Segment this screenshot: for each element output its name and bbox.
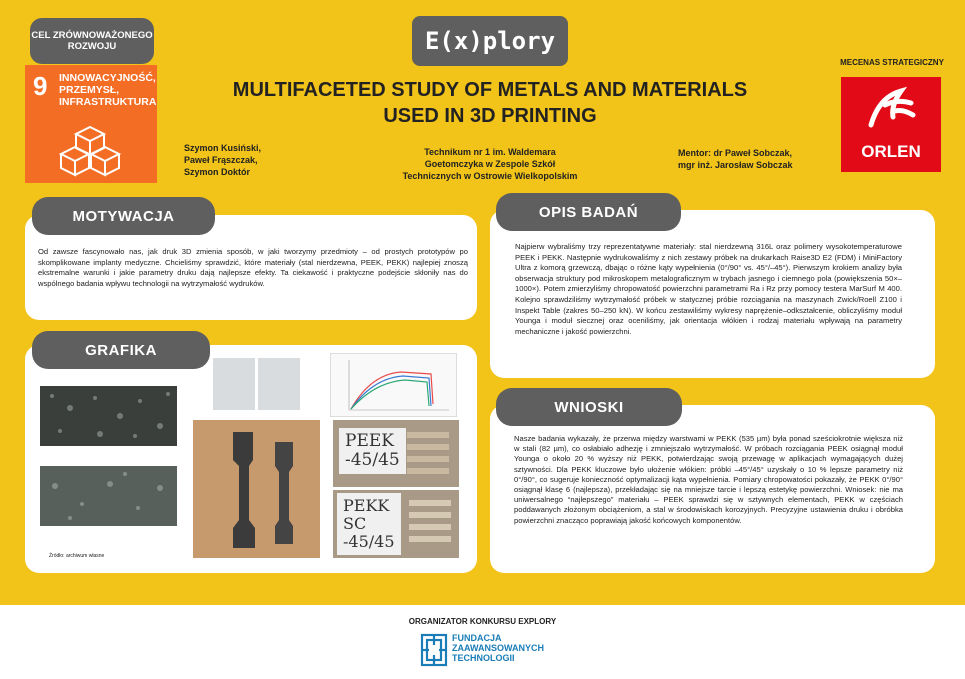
fzt-logo bbox=[420, 633, 580, 669]
stress-strain-graph bbox=[330, 353, 457, 417]
sdg-text: INNOWACYJNOŚĆ, PRZEMYSŁ, INFRASTRUKTURA bbox=[59, 72, 157, 108]
fzt-line-3: TECHNOLOGII bbox=[452, 653, 515, 663]
opis-heading: OPIS BADAŃ bbox=[496, 193, 681, 231]
author-2: Paweł Frąszczak, bbox=[184, 155, 258, 165]
peek-tag-line-2: -45/45 bbox=[345, 450, 400, 470]
stress-strain-curves bbox=[331, 354, 456, 416]
source-note: Źródło: archiwum własne bbox=[49, 553, 105, 559]
fzt-line-1: FUNDACJA bbox=[452, 633, 502, 643]
printed-samples-photo bbox=[193, 420, 320, 558]
orlen-eagle-icon bbox=[841, 77, 941, 137]
grafika-heading: GRAFIKA bbox=[32, 331, 210, 369]
author-1: Szymon Kusiński, bbox=[184, 143, 262, 153]
pekk-tag bbox=[337, 493, 401, 555]
sdg-label bbox=[30, 18, 154, 64]
author-3: Szymon Doktór bbox=[184, 167, 251, 177]
report-image-1 bbox=[213, 358, 255, 410]
peek-tag-line-1: PEEK bbox=[345, 431, 394, 451]
tensile-specimens bbox=[193, 420, 320, 558]
pekk-tag-line-3: -45/45 bbox=[343, 532, 395, 551]
organizer-label: ORGANIZATOR KONKURSU EXPLORY bbox=[408, 617, 557, 626]
orlen-name: ORLEN bbox=[861, 142, 921, 161]
report-image-2 bbox=[258, 358, 300, 410]
sponsor-label: MECENAS STRATEGICZNY bbox=[840, 58, 944, 67]
microscope-image-2 bbox=[40, 466, 177, 526]
opis-text: Najpierw wybraliśmy trzy reprezentatywne materiały: stal nierdzewną 316L oraz polimery wysokotemperaturowe PEEK i PEKK. Następnie wydrukowaliśmy z nich zestawy próbek na drukarkach Raise3D E2 (FDM) i MiniFactory Ultra z komorą grzewczą, dbając o różne kąty wypełnienia (0°/90° vs. 45°/–45°). Pierwszym krokiem analizy była obserwacja struktury pod mikroskopem metalograficznym w trybach jasnego i ciemnego pola (powiększenia 50×–1000×). Potem zmierzyliśmy chropowatość powierzchni parametrami Ra i Rz przy pomocy testera MarSurf M 400. Kolejno sprawdziliśmy wytrzymałość próbek w statycznej próbie rozciągania na maszynach Zwick/Roell Z100 i Inspekt Table (zakres 50–250 kN). W końcu zestawiliśmy wykresy naprężenie–odkształcenie, obliczyliśmy moduł Younga i moduł siecznej oraz oceniliśmy, jak orientacja włókien i rodzaj materiału wpływają na parametry mechaniczne i jakość powierzchni. bbox=[515, 242, 902, 336]
motywacja-heading: MOTYWACJA bbox=[32, 197, 215, 235]
orlen-logo bbox=[841, 77, 941, 172]
wnioski-heading: WNIOSKI bbox=[496, 388, 682, 426]
fzt-line-2: ZAAWANSOWANYCH bbox=[452, 643, 544, 653]
peek-sample-photo bbox=[333, 420, 459, 487]
school bbox=[380, 146, 600, 182]
wnioski-text: Nasze badania wykazały, że przerwa między warstwami w PEKK (535 µm) była ponad sześciokrotnie większa niż w stali (82 µm), co osłabiało adhezję i zmniejszało wytrzymałość. W próbach rozciągania PEEK osiągnął moduł Younga o około 20 % wyższy niż PEKK, potwierdzając swoją przewagę w aplikacjach wymagających dużej sztywności. Dla PEKK kluczowe było ułożenie włókien: próbki –45°/45° uzyskały o 10 % lepsze parametry niż 0°/90°, co sugeruje konieczność optymalizacji kąta wypełnienia. Pomiary chropowatości pokazały, że PEKK 0°/90° osiągnął klasę 6 (najlepsza), przekładając się na mniejsze tarcie i lepszą estetykę powierzchni. Wniosek: nie ma uniwersalnego “najlepszego” materiału – PEEK sprawdzi się w sztywnych elementach, PEKK w częściach poddawanych złożonym obciążeniom, a stal w środowiskach korozyjnych. Precyzyjne ustawienia druku i obróbka powierzchni znacząco poprawiają jakość końcowych komponentów. bbox=[514, 434, 903, 525]
pekk-tag-line-2: SC bbox=[343, 514, 367, 533]
microscope-texture-2 bbox=[40, 466, 177, 526]
explory-logo: E(x)plory bbox=[412, 16, 568, 66]
fzt-name bbox=[452, 633, 544, 663]
microscope-texture-1 bbox=[40, 386, 177, 446]
mentor-line-1: Mentor: dr Paweł Sobczak, bbox=[678, 148, 793, 158]
pekk-tag-line-1: PEKK bbox=[343, 496, 390, 515]
school-line-2: Goetomczyka w Zespole Szkół bbox=[424, 159, 556, 169]
title-line-2: USED IN 3D PRINTING bbox=[383, 105, 597, 127]
sdg-tile bbox=[25, 65, 157, 183]
school-line-3: Technicznych w Ostrowie Wielkopolskim bbox=[402, 171, 578, 181]
poster-title bbox=[180, 77, 800, 129]
sdg-label-text: CEL ZRÓWNOWAŻONEGO ROZWOJU bbox=[31, 30, 153, 52]
peek-tag bbox=[339, 428, 406, 474]
pekk-specimens bbox=[405, 496, 455, 552]
mentor-line-2: mgr inż. Jarosław Sobczak bbox=[678, 160, 793, 170]
pekk-sample-photo bbox=[333, 490, 459, 558]
title-line-1: MULTIFACETED STUDY OF METALS AND MATERIALS bbox=[232, 79, 748, 101]
peek-specimens bbox=[403, 428, 453, 478]
cubes-icon bbox=[55, 123, 125, 179]
fzt-emblem-icon bbox=[420, 633, 448, 667]
authors bbox=[184, 142, 261, 178]
motywacja-text: Od zawsze fascynowało nas, jak druk 3D zmienia sposób, w jaki tworzymy przedmioty – od prostych prototypów po skomplikowane implanty medyczne. Chcieliśmy sprawdzić, które materiały (stal nierdzewna, PEEK, PEKK) najlepiej znoszą ekstremalne warunki i jakie parametry druku dają najlepsze efekty. Ta ciekawość i praktyczne podejście skłoniły nas do wspólnego badania wpływu technologii na wytrzymałość wydruków. bbox=[38, 247, 468, 288]
school-line-1: Technikum nr 1 im. Waldemara bbox=[424, 147, 556, 157]
sdg-number: 9 bbox=[33, 71, 48, 101]
mentor bbox=[678, 147, 793, 171]
microscope-image-1 bbox=[40, 386, 177, 446]
